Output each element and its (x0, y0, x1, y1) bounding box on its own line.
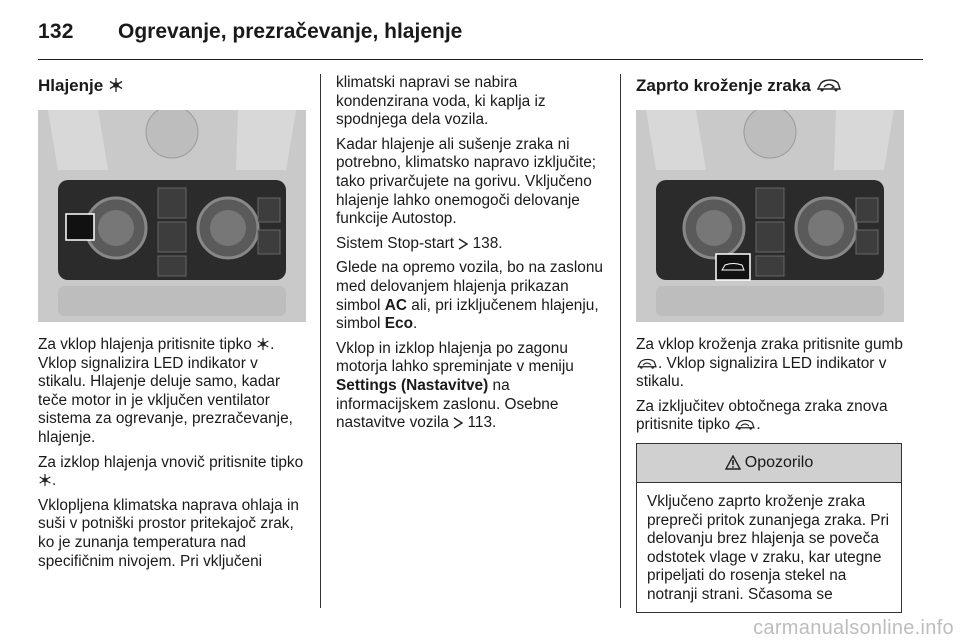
column-3 (636, 74, 904, 613)
snowflake-icon (256, 337, 270, 351)
chapter-title: Ogrevanje, prezračevanje, hlajenje (118, 20, 463, 43)
recirculation-car-icon (734, 418, 756, 431)
warning-text: Vključeno zaprto kroženje zraka prepreči pritok zunanjega zraka. Pri delovanju brez hlajenja se poveča odstotek vlage v zraku, kar utegne pripeljati do rosenja stekel na notranji strani. Sčasoma se (647, 492, 890, 603)
paragraph-recirc-off: Za izključitev obtočnega zraka znova pritisnite tipko . (636, 397, 888, 434)
section-heading-recirculation (636, 74, 904, 98)
header-rule (38, 59, 923, 60)
paragraph-ac-on: Za vklop hlajenja pritisnite tipko . Vklop signalizira LED indikator v stikalu. Hlajenje deluje samo, kadar teče motor in je vključen ventilator sistema za ogrevanje, prezračevanje, hlajenje. (38, 336, 293, 446)
eco-symbol-text: Eco (384, 315, 413, 333)
warning-triangle-icon (725, 455, 741, 470)
snowflake-icon (108, 77, 124, 93)
snowflake-icon (38, 473, 52, 487)
paragraph-ac-function: Vklopljena klimatska naprava ohlaja in suši v potniški prostor pritekajoč zrak, ko je zunanja temperatura nad specifičnim nivojem. Pri vključeni (38, 496, 299, 570)
warning-title: Opozorilo (744, 453, 814, 471)
settings-menu-text: Settings (Nastavitve) (336, 376, 489, 394)
reference-arrow-icon (453, 417, 463, 429)
warning-header (637, 444, 901, 483)
recirculation-heading-text: Zaprto kroženje zraka (636, 76, 811, 95)
ac-symbol-text: AC (384, 296, 407, 314)
section-heading-cooling (38, 74, 306, 98)
warning-box (636, 443, 902, 613)
figure-climate-panel-ac (38, 110, 306, 322)
paragraph-condensation: klimatski napravi se nabira kondenzirana voda, ki kaplja iz spodnjega dela vozila. (336, 74, 546, 129)
page-header (38, 16, 923, 64)
paragraph-recirc-on: Za vklop kroženja zraka pritisnite gumb . Vklop signalizira LED indikator v stikalu. (636, 336, 903, 391)
figure-climate-panel-recirc (636, 110, 904, 322)
recirculation-car-icon (816, 77, 842, 93)
paragraph-ac-off: Za izklop hlajenja vnovič pritisnite tipko . (38, 453, 304, 490)
watermark: carmanualsonline.info (753, 617, 954, 639)
page-number: 132 (38, 20, 74, 43)
column-1 (38, 74, 306, 577)
paragraph-stop-start-ref: Sistem Stop-start 138. (336, 234, 503, 252)
cooling-heading-text: Hlajenje (38, 76, 104, 95)
reference-arrow-icon (458, 238, 468, 250)
paragraph-settings-menu: Vklop in izklop hlajenja po zagonu motorja lahko spreminjate v meniju Settings (Nastavitve) na informacijskem zaslonu. Osebne nastavitve vozila 113. (336, 339, 574, 432)
column-2 (336, 74, 606, 439)
paragraph-fuel-saving: Kadar hlajenje ali sušenje zraka ni potrebno, klimatsko napravo izključite; tako privarčujete na gorivu. Vključeno hlajenje lahko onemogoči delovanje funkcije Autostop. (336, 135, 597, 228)
column-divider-2 (620, 74, 621, 608)
recirculation-car-icon (636, 357, 658, 370)
column-divider-1 (320, 74, 321, 608)
paragraph-display-symbol: Glede na opremo vozila, bo na zaslonu med delovanjem hlajenja prikazan simbol AC ali, pri izključenem hlajenju, simbol Eco. (336, 259, 603, 333)
